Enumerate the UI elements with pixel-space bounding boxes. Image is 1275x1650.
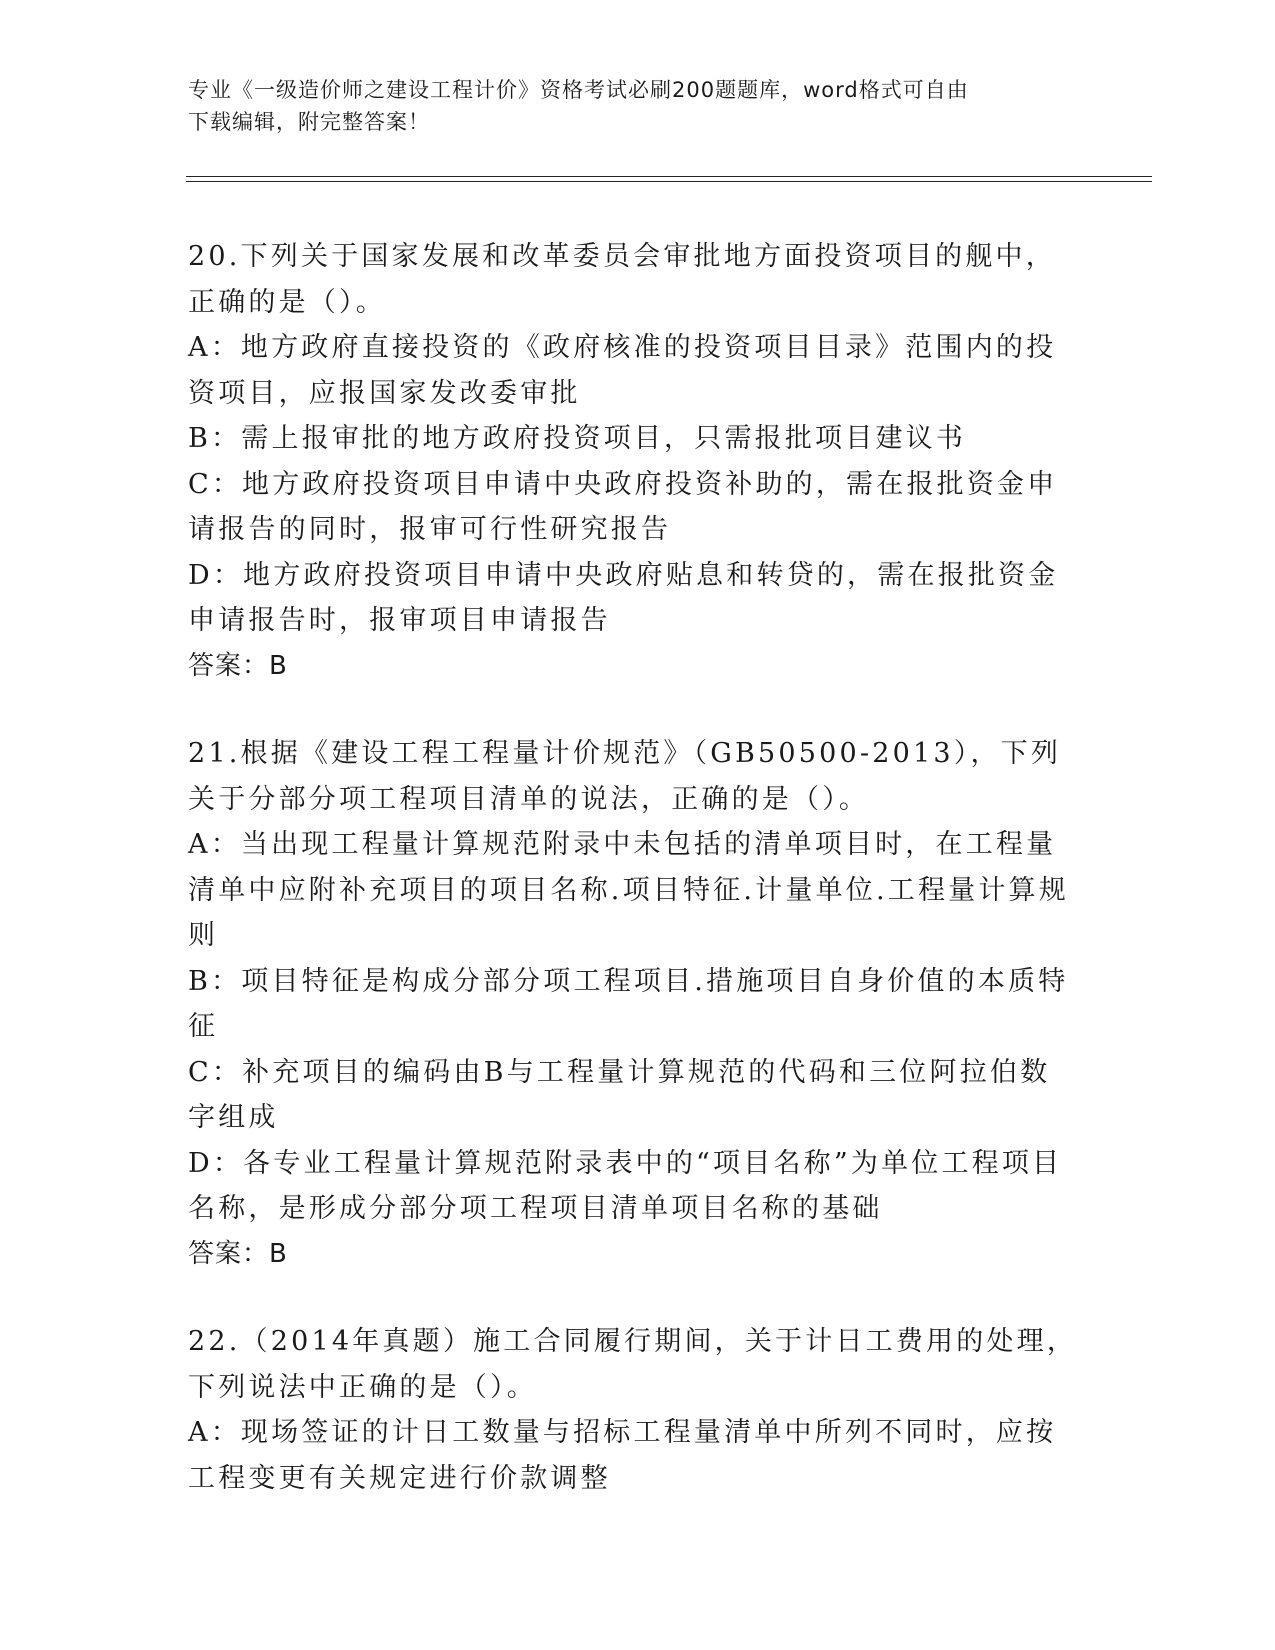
option-a: A：现场签证的计日工数量与招标工程量清单中所列不同时，应按工程变更有关规定进行价款调整	[188, 1417, 1057, 1494]
question-list	[188, 234, 1078, 1543]
question-stem: 20.下列关于国家发展和改革委员会审批地方面投资项目的舰中，正确的是（）。	[188, 241, 1056, 318]
option-a: A：当出现工程量计算规范附录中未包括的清单项目时，在工程量清单中应附补充项目的项目名称.项目特征.计量单位.工程量计算规则	[188, 829, 1069, 951]
header-line-2: 下载编辑，附完整答案！	[188, 110, 430, 134]
question-stem: 22.（2014年真题）施工合同履行期间，关于计日工费用的处理，下列说法中正确的是（）。	[188, 1326, 1078, 1403]
option-b: B：需上报审批的地方政府投资项目，只需报批项目建议书	[188, 423, 967, 454]
header-line-1: 专业《一级造价师之建设工程计价》资格考试必刷200题题库，word格式可自由	[188, 78, 969, 102]
option-d: D：地方政府投资项目申请中央政府贴息和转贷的，需在报批资金申请报告时，报审项目申请报告	[188, 559, 1059, 636]
answer-label: 答案：B	[188, 650, 288, 681]
answer-label: 答案：B	[188, 1238, 288, 1269]
option-b: B：项目特征是构成分部分项工程项目.措施项目自身价值的本质特征	[188, 965, 1069, 1042]
question-20	[188, 234, 1078, 689]
option-c: C：补充项目的编码由B与工程量计算规范的代码和三位阿拉伯数字组成	[188, 1056, 1051, 1133]
option-c: C：地方政府投资项目申请中央政府投资补助的，需在报批资金申请报告的同时，报审可行性研究报告	[188, 468, 1058, 545]
header-divider-top	[186, 176, 1152, 177]
option-d: D：各专业工程量计算规范附录表中的“项目名称”为单位工程项目名称，是形成分部分项工程项目清单项目名称的基础	[188, 1147, 1063, 1224]
option-a: A：地方政府直接投资的《政府核准的投资项目目录》范围内的投资项目，应报国家发改委审批	[188, 332, 1057, 409]
question-22	[188, 1319, 1078, 1501]
header-divider-bottom	[186, 181, 1152, 182]
document-header	[188, 74, 1088, 138]
question-21	[188, 731, 1078, 1277]
question-stem: 21.根据《建设工程工程量计价规范》（GB50500-2013），下列关于分部分项工程项目清单的说法，正确的是（）。	[188, 738, 1062, 815]
